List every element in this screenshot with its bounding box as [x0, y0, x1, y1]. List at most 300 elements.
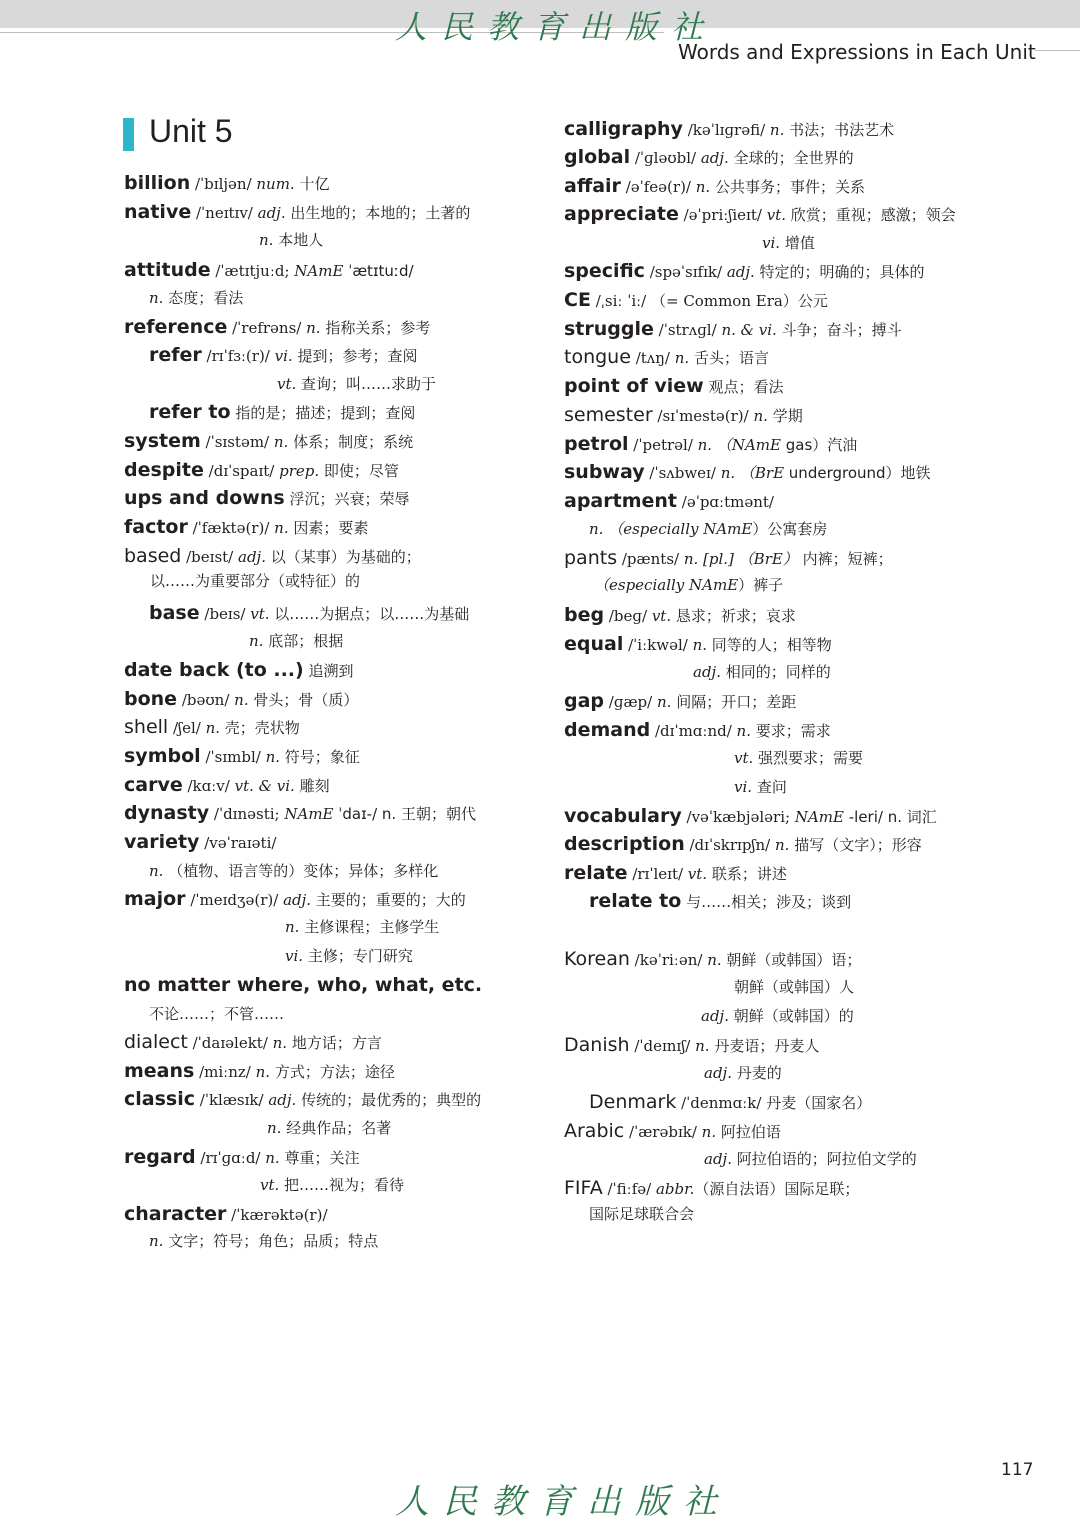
phonetic: /sɪˈmestə(r)/ — [652, 407, 754, 425]
headword: attitude — [124, 259, 211, 281]
part-of-speech: n. — [285, 918, 300, 936]
left-entry-line — [149, 857, 438, 885]
right-entry-line — [564, 830, 922, 858]
translation: 主修课程；主修学生 — [299, 918, 440, 936]
translation: 壳；壳状物 — [220, 719, 300, 737]
phonetic: /ˈdenmɑːk/ — [676, 1094, 767, 1112]
left-entry-line — [124, 1028, 382, 1056]
right-entry-line — [564, 1117, 781, 1145]
part-of-speech: n. — [267, 1119, 282, 1137]
right-entry-line — [564, 487, 774, 515]
right-entry-line — [762, 229, 815, 257]
headword: shell — [124, 716, 169, 738]
part-of-speech: n. — [265, 748, 280, 766]
headword: appreciate — [564, 203, 679, 225]
translation: 斗争；奋斗；搏斗 — [776, 321, 902, 339]
translation: 联系；讲述 — [707, 865, 787, 883]
right-entry-line — [564, 200, 956, 228]
translation: 增值 — [780, 234, 815, 252]
headword: regard — [124, 1146, 196, 1168]
phonetic: /əˈfeə(r)/ — [620, 178, 696, 196]
part-of-speech: vt. — [766, 206, 786, 224]
translation: ）裤子 — [738, 576, 784, 594]
headword: affair — [564, 175, 621, 197]
headword: relate — [564, 862, 628, 884]
right-entry-line — [564, 1174, 859, 1202]
right-entry-line — [564, 343, 769, 371]
right-entry-line — [594, 571, 783, 599]
translation: 骨头；骨（质） — [248, 691, 359, 709]
translation: 内裤；短裤； — [797, 550, 893, 568]
translation: 追溯到 — [308, 662, 354, 680]
translation: ˈætɪtuːd/ — [343, 262, 414, 280]
phonetic: /pænts/ — [617, 550, 684, 568]
part-of-speech: vi. — [734, 778, 753, 796]
left-entry-line — [124, 313, 430, 341]
phonetic: /beɪst/ — [181, 548, 239, 566]
phonetic: /ʃel/ — [168, 719, 206, 737]
translation: 舌头；语言 — [689, 349, 769, 367]
translation: 把……视为；看待 — [279, 1176, 405, 1194]
phonetic: /ˈætɪtjuːd; — [210, 262, 295, 280]
translation: 不论……；不管…… — [149, 1005, 285, 1023]
translation: 地方话；方言 — [287, 1034, 382, 1052]
translation: 因素；要素 — [288, 519, 369, 537]
part-of-speech: n. （NAmE — [697, 436, 781, 454]
part-of-speech: n. — [695, 178, 711, 196]
headword: ups and downs — [124, 487, 285, 509]
left-entry-line — [124, 427, 413, 455]
left-entry-line — [124, 513, 368, 541]
headword: struggle — [564, 318, 654, 340]
headword: global — [564, 146, 631, 168]
headword: apartment — [564, 490, 677, 512]
headword: factor — [124, 516, 188, 538]
phonetic: /rɪˈɡɑːd/ — [195, 1149, 266, 1167]
translation: 传统的；最优秀的；典型的 — [296, 1091, 482, 1109]
translation: 间隔；开口；差距 — [671, 693, 797, 711]
part-of-speech: adj. — [704, 1064, 732, 1082]
headword: refer to — [149, 401, 231, 423]
running-header-title: Words and Expressions in Each Unit — [678, 40, 1036, 64]
left-entry-line — [124, 542, 421, 570]
left-entry-line — [149, 1000, 284, 1028]
part-of-speech: vt. — [651, 607, 672, 625]
headword: no matter where, who, what, etc. — [124, 974, 483, 996]
headword: reference — [124, 316, 228, 338]
part-of-speech: n. — [695, 1037, 710, 1055]
part-of-speech: adj. — [268, 1091, 297, 1109]
right-entry-line — [564, 257, 925, 285]
translation: 符号；象征 — [280, 748, 360, 766]
part-of-speech: adj. — [726, 263, 755, 281]
headword: based — [124, 545, 182, 567]
part-of-speech: n. — [273, 433, 289, 451]
part-of-speech: n. — [272, 1034, 288, 1052]
right-entry-line — [564, 372, 783, 400]
translation: 以……为重要部分（或特征）的 — [150, 572, 361, 590]
part-of-speech: n. [pl.] （BrE） — [683, 550, 798, 568]
headword: semester — [564, 404, 653, 426]
headword: Danish — [564, 1034, 630, 1056]
right-entry-line — [704, 1145, 917, 1173]
translation: 特定的；明确的；具体的 — [754, 263, 925, 281]
headword: Korean — [564, 948, 630, 970]
phonetic: /ˈdeɪnɪʃ/ — [629, 1037, 696, 1055]
right-entry-line — [589, 887, 851, 915]
phonetic: /dɪˈskrɪpʃn/ — [684, 836, 775, 854]
phonetic: /ˈɡləʊbl/ — [630, 149, 701, 167]
phonetic: /ˈfiːfə/ — [602, 1180, 656, 1198]
translation: underground）地铁 — [784, 464, 931, 482]
part-of-speech: n. — [753, 407, 768, 425]
part-of-speech: vt. — [734, 749, 754, 767]
left-entry-line — [260, 1171, 404, 1199]
translation: 经典作品；名著 — [281, 1119, 392, 1137]
right-entry-line — [564, 945, 861, 973]
part-of-speech: adj. — [257, 204, 286, 222]
headword: system — [124, 430, 201, 452]
left-entry-line — [285, 942, 413, 970]
right-entry-line — [564, 716, 831, 744]
part-of-speech: n. — [205, 719, 221, 737]
translation: 查问 — [752, 778, 787, 796]
phonetic: /beɡ/ — [604, 607, 652, 625]
part-of-speech: n. — [736, 722, 751, 740]
part-of-speech: adj. — [700, 149, 729, 167]
part-of-speech: prep. — [279, 462, 320, 480]
left-entry-line — [124, 971, 482, 999]
headword: petrol — [564, 433, 629, 455]
left-entry-line — [149, 1227, 378, 1255]
translation: 以（某事）为基础的； — [265, 548, 421, 566]
right-entry-line — [564, 1031, 819, 1059]
headword: equal — [564, 633, 624, 655]
headword: native — [124, 201, 192, 223]
left-entry-line — [124, 828, 276, 856]
phonetic: /ˈbɪljən/ — [190, 175, 257, 193]
left-entry-line — [124, 456, 399, 484]
translation: 指的是；描述；提到；查阅 — [235, 404, 416, 422]
translation: （植物、语言等的）变体；异体；多样化 — [163, 862, 439, 880]
part-of-speech: n. & vi. — [721, 321, 777, 339]
translation: 阿拉伯语 — [716, 1123, 781, 1141]
translation: 同等的人；相等物 — [707, 636, 832, 654]
phonetic: /ˈneɪtɪv/ — [191, 204, 258, 222]
part-of-speech: adj. — [238, 548, 266, 566]
phonetic: /rɪˈleɪt/ — [627, 865, 688, 883]
translation: 主要的；重要的；大的 — [311, 891, 466, 909]
part-of-speech: n. — [265, 1149, 280, 1167]
part-of-speech: n. — [774, 836, 790, 854]
left-entry-line — [249, 627, 343, 655]
page-number: 117 — [1001, 1460, 1034, 1480]
right-entry-line — [564, 286, 828, 314]
phonetic: /kɑːv/ — [182, 777, 235, 795]
right-entry-line — [564, 859, 787, 887]
phonetic: /ˈpetrəl/ — [628, 436, 698, 454]
phonetic: /ˈmeɪdʒə(r)/ — [185, 891, 284, 909]
translation: 本地人 — [273, 231, 324, 249]
translation: 欣赏；重视；感激；领会 — [785, 206, 956, 224]
translation: 国际足球联合会 — [589, 1205, 695, 1223]
phonetic: /ˈkærəktə(r)/ — [226, 1206, 328, 1224]
left-entry-line — [124, 1143, 359, 1171]
headword: vocabulary — [564, 805, 682, 827]
part-of-speech: vt. — [277, 375, 297, 393]
part-of-speech: vt. & vi. — [234, 777, 295, 795]
translation: 学期 — [767, 407, 803, 425]
left-entry-line — [285, 913, 439, 941]
right-entry-line — [564, 802, 937, 830]
part-of-speech: NAmE — [294, 262, 344, 280]
translation: 书法；书法艺术 — [784, 121, 895, 139]
translation: 指称关系；参考 — [320, 319, 431, 337]
right-entry-line — [564, 172, 865, 200]
part-of-speech: n. （especially NAmE — [589, 520, 753, 538]
phonetic: /ɡæp/ — [604, 693, 657, 711]
left-entry-line — [150, 567, 360, 595]
right-entry-line — [589, 1200, 694, 1228]
phonetic: /rɪˈfɜː(r)/ — [201, 347, 275, 365]
translation: ˈdaɪ-/ n. 王朝；朝代 — [333, 805, 476, 823]
left-entry-line — [124, 1057, 395, 1085]
left-entry-line — [124, 656, 354, 684]
translation: ）公寓套房 — [752, 520, 828, 538]
part-of-speech: n. — [674, 349, 690, 367]
translation: 与……相关；涉及；谈到 — [686, 893, 852, 911]
headword: specific — [564, 260, 645, 282]
headword: classic — [124, 1088, 195, 1110]
part-of-speech: n. — [306, 319, 321, 337]
headword: symbol — [124, 745, 201, 767]
left-entry-line — [124, 742, 360, 770]
phonetic: /dɪˈmɑːnd/ — [650, 722, 737, 740]
left-entry-line — [267, 1114, 391, 1142]
part-of-speech: n. — [234, 691, 249, 709]
headword: variety — [124, 831, 200, 853]
phonetic: /ˈstrʌɡl/ — [653, 321, 722, 339]
translation: 恳求；祈求；哀求 — [671, 607, 796, 625]
right-entry-line — [564, 458, 931, 486]
phonetic: /miːnz/ — [194, 1063, 256, 1081]
headword: point of view — [564, 375, 704, 397]
translation: 要求；需求 — [750, 722, 831, 740]
part-of-speech: n. — [274, 519, 289, 537]
part-of-speech: n. — [692, 636, 708, 654]
headword: refer — [149, 344, 202, 366]
part-of-speech: vi. — [762, 234, 781, 252]
translation: 态度；看法 — [163, 289, 244, 307]
phonetic: /əˈpɑːtmənt/ — [677, 493, 774, 511]
headword: base — [149, 602, 200, 624]
translation: 提到；参考；查阅 — [292, 347, 418, 365]
headword: FIFA — [564, 1177, 603, 1199]
headword: major — [124, 888, 186, 910]
right-entry-line — [734, 744, 863, 772]
part-of-speech: adj. — [701, 1007, 729, 1025]
phonetic: /kəˈlɪɡrəfi/ — [682, 121, 770, 139]
part-of-speech: n. — [149, 1232, 164, 1250]
translation: 即使；尽管 — [319, 462, 399, 480]
right-entry-line — [564, 630, 832, 658]
left-entry-line — [149, 599, 469, 627]
left-entry-line — [124, 484, 409, 512]
left-entry-line — [149, 398, 415, 426]
left-entry-line — [259, 226, 323, 254]
phonetic: /ˈiːkwəl/ — [623, 636, 693, 654]
header-rule-right — [1035, 50, 1080, 51]
phonetic: /ˈklæsɪk/ — [195, 1091, 269, 1109]
translation: 雕刻 — [294, 777, 330, 795]
part-of-speech: NAmE — [284, 805, 334, 823]
phonetic: /kəˈriːən/ — [629, 951, 708, 969]
translation: 丹麦的 — [731, 1064, 782, 1082]
left-entry-line — [124, 198, 470, 226]
left-entry-line — [124, 713, 300, 741]
part-of-speech: n. （BrE — [720, 464, 785, 482]
part-of-speech: vt. — [250, 605, 270, 623]
publisher-logo-top: 人民教育出版社 — [395, 8, 718, 46]
left-entry-line — [124, 885, 466, 913]
translation: 体系；制度；系统 — [288, 433, 414, 451]
phonetic: /ˈrefrəns/ — [227, 319, 307, 337]
left-entry-line — [277, 370, 436, 398]
translation: （源自法语）国际足联； — [694, 1180, 860, 1198]
part-of-speech: n. — [255, 1063, 271, 1081]
part-of-speech: num. — [256, 175, 295, 193]
left-entry-line — [124, 685, 358, 713]
part-of-speech: n. — [249, 632, 264, 650]
headword: gap — [564, 690, 605, 712]
right-entry-line — [693, 658, 831, 686]
right-entry-line — [589, 515, 827, 543]
phonetic: /bəʊn/ — [177, 691, 235, 709]
phonetic: /vəˈkæbjələri; — [681, 808, 795, 826]
right-entry-line — [701, 1002, 854, 1030]
left-entry-line — [124, 1200, 328, 1228]
translation: 相同的；同样的 — [720, 663, 831, 681]
part-of-speech: n. — [701, 1123, 717, 1141]
part-of-speech: vi. — [285, 947, 304, 965]
phonetic: /tʌŋ/ — [630, 349, 675, 367]
right-entry-line — [564, 544, 893, 572]
phonetic: /ˌsiː ˈiː/ （= Common Era） — [590, 292, 798, 310]
part-of-speech: n. — [149, 289, 164, 307]
translation: 文字；符号；角色；品质；特点 — [163, 1232, 379, 1250]
headword: pants — [564, 547, 618, 569]
right-entry-line — [564, 430, 857, 458]
phonetic: /vəˈraɪəti/ — [199, 834, 277, 852]
headword: tongue — [564, 346, 631, 368]
right-entry-line — [564, 401, 803, 429]
translation: 底部；根据 — [263, 632, 344, 650]
translation: 丹麦语；丹麦人 — [709, 1037, 820, 1055]
phonetic: /əˈpriːʃieɪt/ — [678, 206, 767, 224]
headword: character — [124, 1203, 227, 1225]
right-entry-line — [564, 115, 894, 143]
left-entry-line — [149, 284, 243, 312]
headword: means — [124, 1060, 195, 1082]
headword: Arabic — [564, 1120, 625, 1142]
part-of-speech: vt. — [687, 865, 708, 883]
part-of-speech: adj. — [693, 663, 721, 681]
left-entry-line — [124, 771, 330, 799]
headword: date back (to ...) — [124, 659, 304, 681]
translation: 阿拉伯语的；阿拉伯文学的 — [731, 1150, 917, 1168]
phonetic: /spəˈsɪfɪk/ — [644, 263, 727, 281]
phonetic: /ˈærəbɪk/ — [624, 1123, 702, 1141]
part-of-speech: abbr. — [655, 1180, 695, 1198]
translation: gas）汽油 — [780, 436, 858, 454]
translation: 公元 — [797, 292, 828, 310]
left-entry-line — [124, 169, 330, 197]
headword: carve — [124, 774, 183, 796]
headword: relate to — [589, 890, 682, 912]
part-of-speech: n. — [707, 951, 722, 969]
right-entry-line — [564, 143, 854, 171]
headword: bone — [124, 688, 178, 710]
part-of-speech: vi. — [274, 347, 293, 365]
translation: 尊重；关注 — [279, 1149, 360, 1167]
translation: 观点；看法 — [708, 378, 784, 396]
unit-accent-bar — [123, 118, 134, 151]
headword: Denmark — [589, 1091, 677, 1113]
headword: demand — [564, 719, 651, 741]
translation: 朝鲜（或韩国）人 — [734, 978, 855, 996]
translation: -leri/ n. 词汇 — [843, 808, 937, 826]
publisher-logo-bottom: 人民教育出版社 — [395, 1482, 731, 1522]
phonetic: /dɪˈspaɪt/ — [203, 462, 280, 480]
part-of-speech: n. — [259, 231, 274, 249]
part-of-speech: n. — [149, 862, 164, 880]
translation: 丹麦（国家名） — [766, 1094, 872, 1112]
left-entry-line — [124, 799, 476, 827]
translation: 主修；专门研究 — [303, 947, 413, 965]
right-entry-line — [704, 1059, 782, 1087]
phonetic: /ˈdɪnəsti; — [209, 805, 285, 823]
headword: calligraphy — [564, 118, 683, 140]
right-entry-line — [564, 687, 796, 715]
headword: description — [564, 833, 685, 855]
part-of-speech: adj. — [283, 891, 312, 909]
part-of-speech: vt. — [260, 1176, 280, 1194]
right-entry-line — [564, 601, 796, 629]
translation: 以……为据点；以……为基础 — [269, 605, 470, 623]
phonetic: /ˈsɪmbl/ — [200, 748, 266, 766]
part-of-speech: （especially NAmE — [594, 576, 739, 594]
right-entry-line — [734, 973, 854, 1001]
translation: 查询；叫……求助于 — [296, 375, 437, 393]
part-of-speech: n. — [769, 121, 785, 139]
right-entry-line — [734, 773, 787, 801]
unit-title: Unit 5 — [149, 113, 233, 149]
translation: 方式；方法；途径 — [270, 1063, 395, 1081]
phonetic: /ˈdaɪəlekt/ — [187, 1034, 273, 1052]
right-entry-line — [589, 1088, 871, 1116]
translation: 公共事务；事件；关系 — [710, 178, 865, 196]
headword: dynasty — [124, 802, 210, 824]
headword: despite — [124, 459, 204, 481]
phonetic: /ˈsʌbweɪ/ — [644, 464, 721, 482]
translation: 朝鲜（或韩国）语； — [721, 951, 862, 969]
translation: 强烈要求；需要 — [753, 749, 864, 767]
headword: CE — [564, 289, 591, 311]
part-of-speech: n. — [656, 693, 672, 711]
left-entry-line — [124, 1085, 481, 1113]
part-of-speech: adj. — [704, 1150, 732, 1168]
left-entry-line — [124, 256, 414, 284]
